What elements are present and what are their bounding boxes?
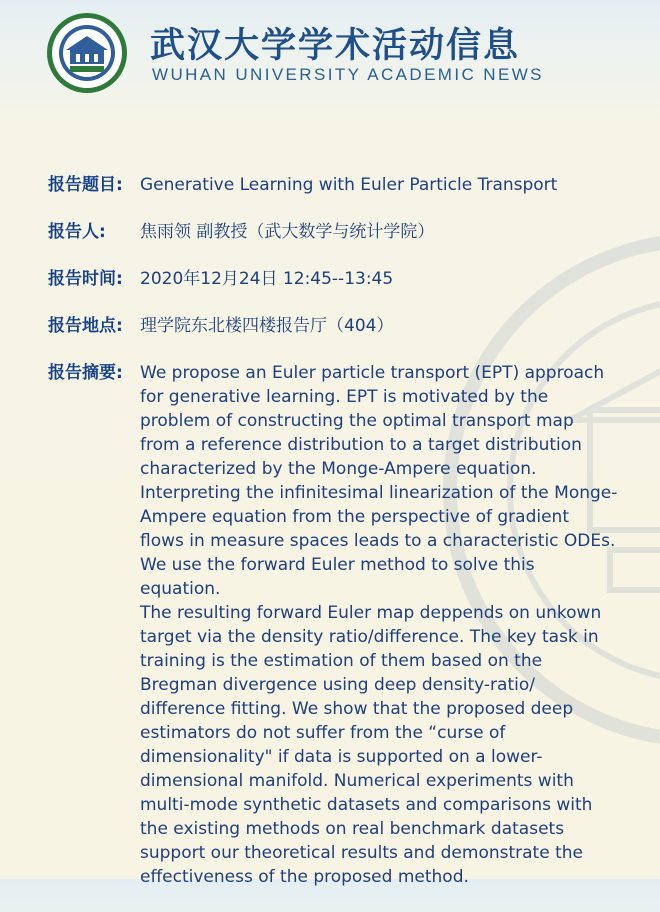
topic-row — [48, 173, 618, 197]
speaker-label: 报告人: — [48, 222, 106, 242]
time-row — [48, 267, 618, 291]
abstract-paragraph-2: The resulting forward Euler map deppends on unkown target via the density ratio/difference. The key task in training is the estimation of them based on the Bregman divergence using deep density-ratio/ difference fitting. We show that the proposed deep estimators do not suffer from the “curse of dimensionality" if data is supported on a lower-dimensional manifold. Numerical experiments with multi-mode synthetic datasets and comparisons with the existing methods on real benchmark datasets support our theoretical results and demonstrate the effectiveness of the proposed method. — [140, 603, 602, 887]
speaker-value: 焦雨领 副教授（武大数学与统计学院） — [140, 222, 435, 242]
page-title-english: WUHAN UNIVERSITY ACADEMIC NEWS — [152, 65, 544, 84]
time-label: 报告时间: — [48, 269, 123, 289]
page-title-chinese: 武汉大学学术活动信息 — [150, 25, 521, 66]
university-emblem-icon — [46, 12, 128, 94]
location-value: 理学院东北楼四楼报告厅（404） — [140, 316, 394, 336]
page-header — [0, 0, 660, 100]
time-value: 2020年12月24日 12:45--13:45 — [140, 269, 394, 289]
abstract-paragraph-1: We propose an Euler particle transport (EPT) approach for generative learning. EPT is motivated by the problem of constructing the optimal transport map from a reference distribution to a target distribution characterized by the Monge-Ampere equation. Interpreting the infinitesimal linearization of the Monge-Ampere equation from the perspective of gradient flows in measure spaces leads to a characteristic ODEs. We use the forward Euler method to solve this equation. — [140, 363, 618, 599]
abstract-row — [48, 361, 618, 889]
speaker-row — [48, 220, 618, 244]
abstract-text — [140, 361, 618, 889]
location-label: 报告地点: — [48, 316, 123, 336]
location-row — [48, 314, 618, 338]
topic-label: 报告题目: — [48, 175, 123, 195]
event-details — [48, 173, 618, 912]
topic-value: Generative Learning with Euler Particle Transport — [140, 175, 558, 195]
abstract-label: 报告摘要: — [48, 363, 123, 383]
